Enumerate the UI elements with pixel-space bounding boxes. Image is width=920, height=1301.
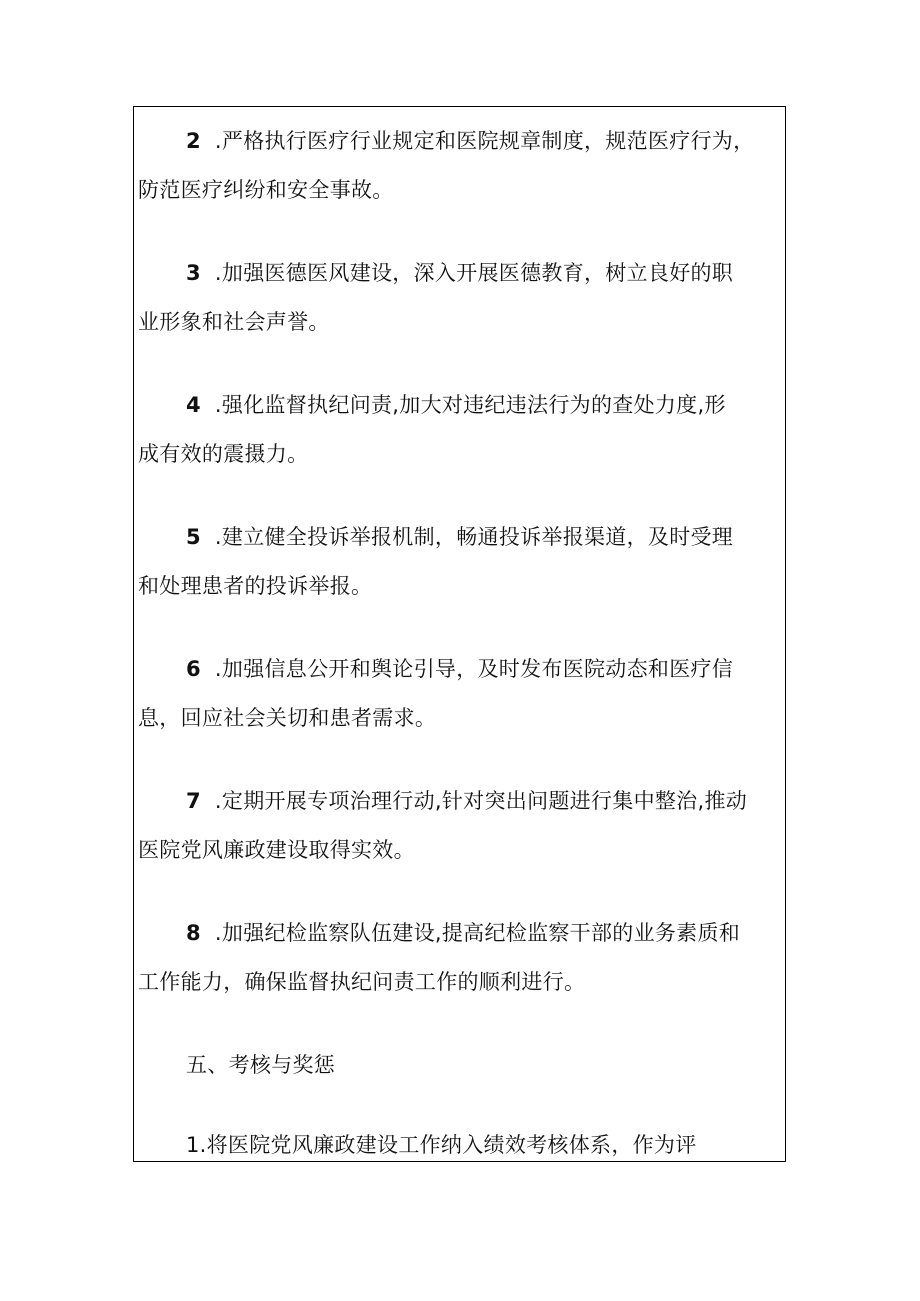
list-item	[138, 249, 786, 347]
item-number: 4	[186, 393, 201, 417]
item-text-continued: 成有效的震摄力。	[138, 442, 309, 466]
section-heading: 五、考核与奖惩	[186, 1053, 336, 1077]
item-text-continued: 医院党风廉政建设取得实效。	[138, 838, 415, 862]
item-text-continued: 息，回应社会关切和患者需求。	[138, 706, 437, 730]
item-text: 1.将医院党风廉政建设工作纳入绩效考核体系，作为评	[186, 1133, 697, 1157]
list-item	[138, 513, 786, 611]
list-item	[138, 909, 786, 1007]
item-text-continued: 工作能力，确保监督执纪问责工作的顺利进行。	[138, 970, 586, 994]
item-number: 7	[186, 789, 201, 813]
list-item	[138, 645, 786, 743]
item-text: .加强信息公开和舆论引导，及时发布医院动态和医疗信	[214, 657, 734, 681]
item-number: 3	[186, 261, 201, 285]
item-text: .定期开展专项治理行动,针对突出问题进行集中整治,推动	[214, 789, 748, 813]
item-text-continued: 和处理患者的投诉举报。	[138, 574, 373, 598]
list-item	[138, 381, 786, 479]
item-text: .强化监督执纪问责,加大对违纪违法行为的查处力度,形	[214, 393, 726, 417]
item-number: 5	[186, 525, 201, 549]
item-text: .建立健全投诉举报机制，畅通投诉举报渠道，及时受理	[214, 525, 734, 549]
item-number: 6	[186, 657, 201, 681]
list-item	[138, 777, 786, 875]
item-text: .严格执行医疗行业规定和医院规章制度，规范医疗行为，	[214, 129, 755, 153]
list-item	[138, 1121, 786, 1162]
list-item	[138, 117, 786, 215]
item-text-continued: 防范医疗纠纷和安全事故。	[138, 178, 394, 202]
item-text: .加强纪检监察队伍建设,提高纪检监察干部的业务素质和	[214, 921, 741, 945]
item-text-continued: 业形象和社会声誉。	[138, 310, 330, 334]
item-text: .加强医德医风建设，深入开展医德教育，树立良好的职	[214, 261, 734, 285]
document-frame	[133, 106, 786, 1162]
item-number: 2	[186, 129, 201, 153]
item-number: 8	[186, 921, 201, 945]
